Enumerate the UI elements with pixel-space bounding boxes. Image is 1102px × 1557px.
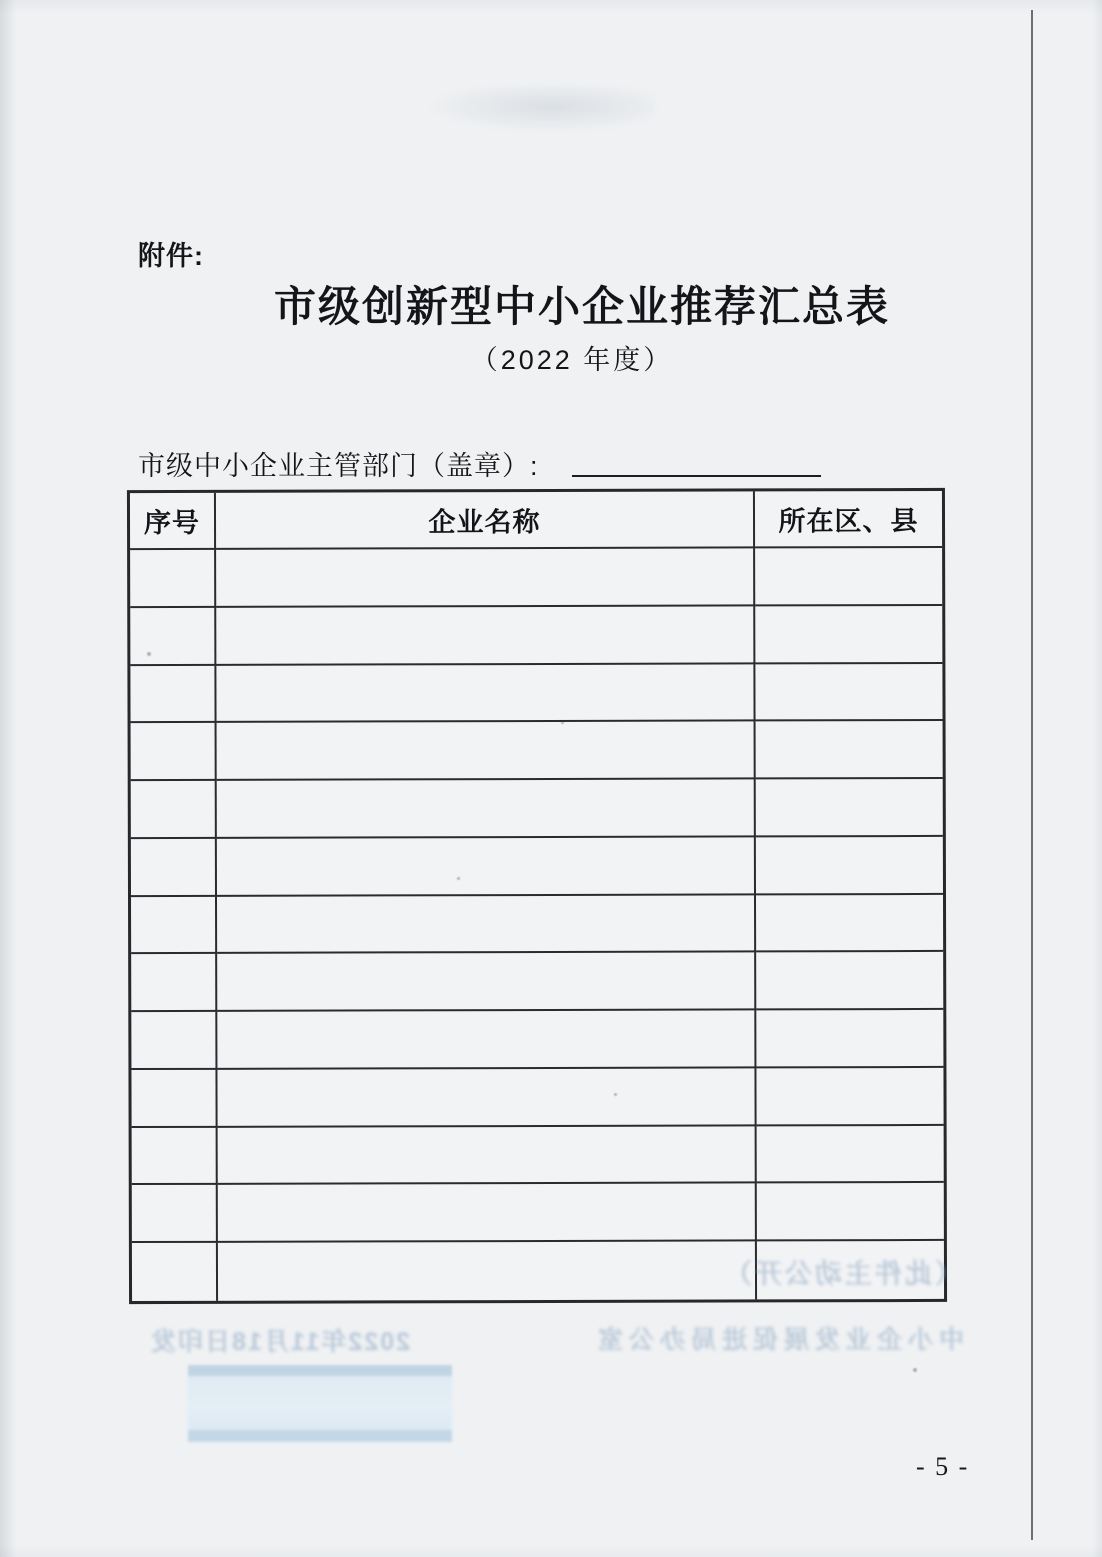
bleedthrough-print-date: 2022年11月18日印发 [149, 1328, 410, 1356]
table-cell-empty [757, 1241, 944, 1299]
dust-speck [147, 652, 151, 656]
bleedthrough-smudge [425, 86, 655, 132]
table-cell-empty [217, 779, 756, 838]
table-cell-empty [217, 722, 756, 781]
table-cell-empty [217, 953, 756, 1012]
table-cell-empty [130, 608, 216, 666]
table-cell-empty [756, 1068, 943, 1126]
table-cell-empty [131, 839, 217, 897]
table-cell-empty [755, 548, 942, 606]
table-cell-empty [755, 606, 942, 664]
table-cell-empty [131, 896, 217, 954]
attachment-label: 附件: [138, 241, 204, 271]
table-cell-empty [757, 1126, 944, 1184]
dust-speck [913, 1368, 917, 1372]
table-cell-empty [756, 721, 943, 779]
dust-speck [457, 877, 460, 880]
page-number: - 5 - [916, 1452, 970, 1481]
table-cell-empty [217, 895, 756, 954]
table-cell-empty [132, 1243, 218, 1301]
table-cell-empty [132, 1128, 218, 1186]
dust-speck [614, 1093, 617, 1096]
dust-speck [561, 721, 564, 724]
seal-underline [572, 475, 821, 477]
table-cell-empty [756, 779, 943, 837]
year-subtitle: （2022 年度） [470, 345, 674, 375]
scanner-edge-line [1031, 10, 1033, 1540]
summary-table [127, 488, 947, 1304]
table-cell-empty [217, 1011, 756, 1070]
table-cell-empty [130, 550, 216, 608]
table-cell-empty [216, 664, 755, 723]
table-cell-empty [130, 665, 216, 723]
table-cell-empty [218, 1126, 757, 1185]
table-cell-empty [131, 954, 217, 1012]
table-cell-empty [218, 1184, 757, 1243]
authority-seal-label: 市级中小企业主管部门（盖章）: [138, 451, 539, 481]
table-header-district-county: 所在区、县 [755, 491, 942, 548]
bleedthrough-public-notice: （此件主动公开） [722, 1259, 962, 1289]
table-cell-empty [131, 1070, 217, 1128]
page-title: 市级创新型中小企业推荐汇总表 [273, 283, 890, 330]
table-cell-empty [756, 837, 943, 895]
table-cell-empty [756, 1010, 943, 1068]
table-cell-empty [131, 781, 217, 839]
table-cell-empty [217, 837, 756, 896]
table-cell-empty [132, 1185, 218, 1243]
table-cell-empty [218, 1242, 757, 1301]
table-cell-empty [217, 1068, 756, 1127]
bleedthrough-issuer-office: 中小企业发展促进局办公室 [591, 1326, 964, 1354]
table-cell-empty [131, 1012, 217, 1070]
bleedthrough-blue-block [188, 1365, 452, 1442]
table-header-serial-number: 序号 [130, 493, 216, 550]
table-header-enterprise-name: 企业名称 [216, 491, 755, 549]
table-cell-empty [756, 895, 943, 953]
table-cell-empty [757, 1183, 944, 1241]
table-cell-empty [216, 606, 755, 665]
table-cell-empty [755, 663, 942, 721]
table-cell-empty [756, 952, 943, 1010]
table-cell-empty [216, 548, 755, 607]
table-cell-empty [131, 723, 217, 781]
